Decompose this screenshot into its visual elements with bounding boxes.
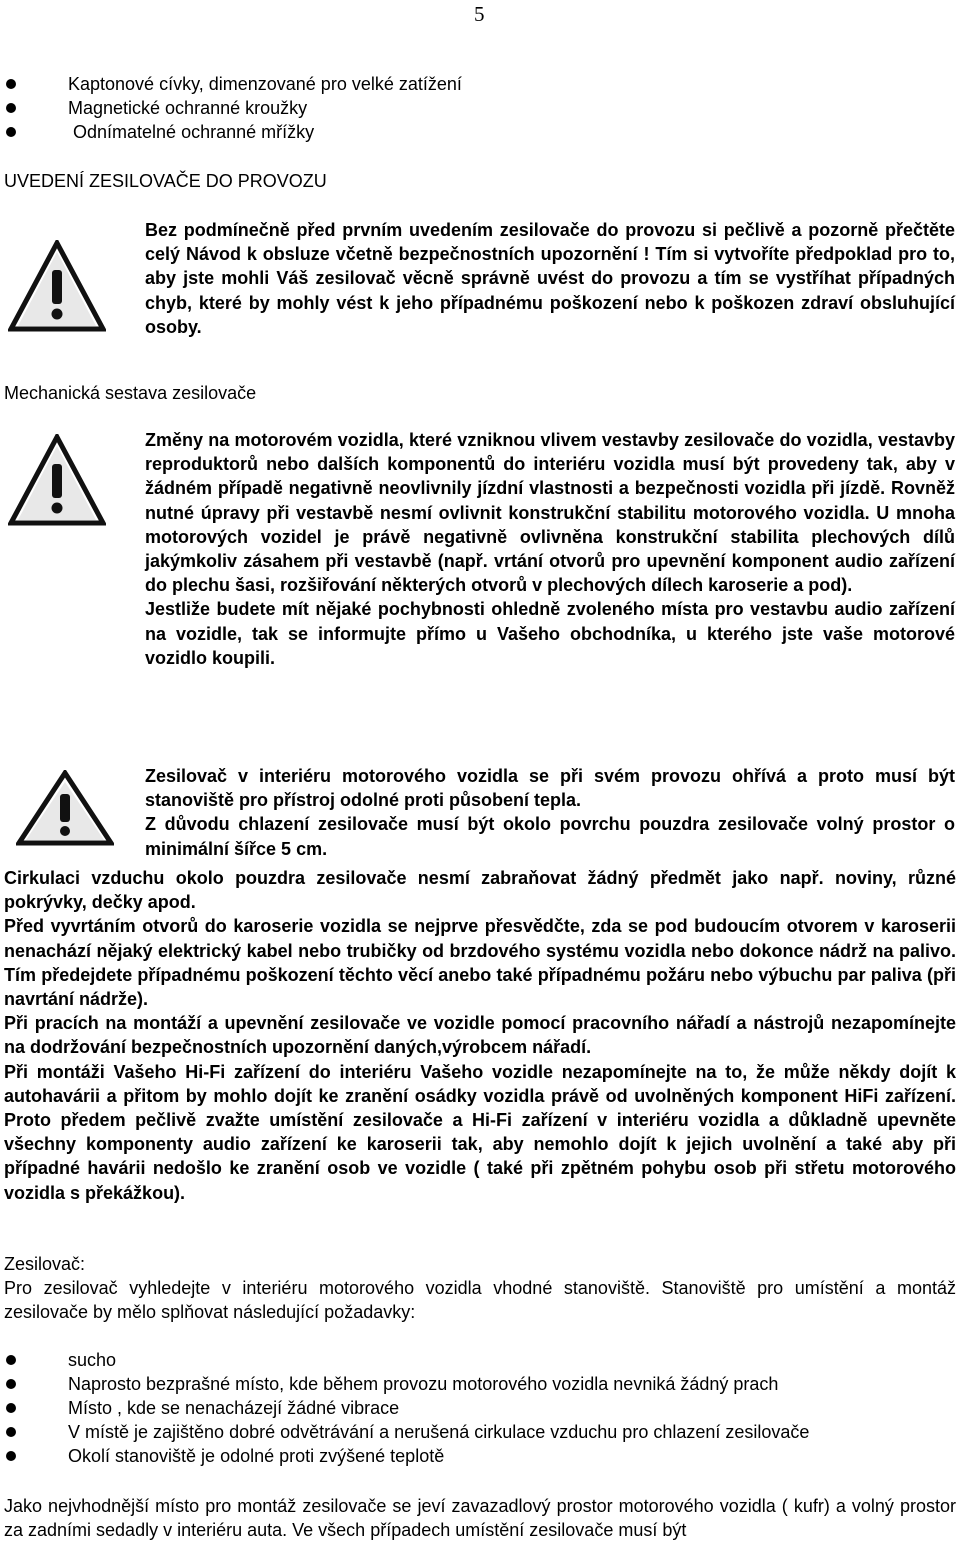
list-item <box>0 120 960 144</box>
section-heading: Zesilovač: <box>4 1254 86 1274</box>
paragraph: Cirkulaci vzduchu okolo pouzdra zesilovače nesmí zabraňovat žádný předmět jako např. noviny, různé pokrývky, dečky apod. <box>4 868 956 913</box>
paragraph: Při pracích na montáží a upevnění zesilovače ve vozidle pomocí pracovního nářadí a nástrojů nezapomínejte na dodržování bezpečnostních upozornění daných,výrobcem nářadí. <box>4 1013 956 1058</box>
warning-triangle-icon <box>8 434 106 526</box>
list-item-text: V místě je zajištěno dobré odvětrávání a nerušená cirkulace vzduchu pro chlazení zesilovače <box>68 1422 810 1442</box>
heat-warning-text <box>145 764 955 861</box>
list-item <box>0 96 960 120</box>
bullet-icon <box>6 127 16 137</box>
paragraph: Z důvodu chlazení zesilovače musí být okolo povrchu pouzdra zesilovače volný prostor o minimální šířce 5 cm. <box>145 814 955 859</box>
bullet-icon <box>6 1355 16 1365</box>
bullet-icon <box>6 1379 16 1389</box>
closing-paragraph: Jako nejvhodnější místo pro montáž zesilovače se jeví zavazadlový prostor motorového vozidla ( kufr) a volný prostor za zadními sedadly v interiéru auta. Ve všech případech umístění zesilovače musí být <box>4 1496 956 1541</box>
list-item <box>0 1396 960 1420</box>
intro-paragraph: Pro zesilovač vyhledejte v interiéru motorového vozidla vhodné stanoviště. Stanoviště pro umístění a montáž zesilovače by mělo splňovat následující požadavky: <box>4 1278 956 1323</box>
paragraph: Před vyvrtáním otvorů do karoserie vozidla se nejprve přesvědčte, zda se pod budoucím otvorem v karoserii nenachází nějaký elektrický kabel nebo trubičky od brzdového systému vozidla nebo dokonce nádrž na palivo. Tím předejdete případnému poškození těchto věcí anebo také případnému požáru nebo výbuchu par paliva (při navrtání nádrže). <box>4 916 956 1010</box>
list-item <box>0 1420 960 1444</box>
bullet-icon <box>6 1403 16 1413</box>
list-item-text: Okolí stanoviště je odolné proti zvýšené teplotě <box>68 1446 445 1466</box>
bullet-icon <box>6 103 16 113</box>
section-heading: Mechanická sestava zesilovače <box>4 383 257 403</box>
warning-triangle-icon <box>8 240 106 332</box>
bullet-icon <box>6 79 16 89</box>
warning-triangle-icon <box>16 770 114 846</box>
list-item-text: Kaptonové cívky, dimenzované pro velké zatížení <box>68 74 462 94</box>
section-heading: UVEDENÍ ZESILOVAČE DO PROVOZU <box>4 171 327 191</box>
list-item <box>0 72 960 96</box>
list-item-text: Naprosto bezprašné místo, kde během provozu motorového vozidla nevniká žádný prach <box>68 1374 779 1394</box>
paragraph: Změny na motorovém vozidla, které vzniknou vlivem vestavby zesilovače do vozidla, vestavby reproduktorů nebo dalších komponentů do interiéru vozidla musí být provedeny tak, aby v žádném případě negativně neovlivnily jízdní vlastnosti a bezpečnosti vozidla při jízdě. Rovněž nutné úpravy při vestavbě nesmí ovlivnit konstrukční stabilitu motorového vozidla. U mnoha motorových vozidel je právě negativně ovlivněna konstrukční stabilita plechových dílů jakýmkoliv zásahem při vestavbě (např. vrtání otvorů pro upevnění komponent audio zařízení do plechu šasi, rozšiřování některých otvorů v plechových dílech karoserie a pod). <box>145 430 955 596</box>
bullet-icon <box>6 1451 16 1461</box>
warning-paragraph: Bez podmínečně před prvním uvedením zesilovače do provozu si pečlivě a pozorně přečtěte celý Návod k obsluze včetně bezpečnostních upozornění ! Tím si vytvoříte předpoklad pro to, aby jste mohli Váš zesilovač věcně správně uvést do provozu a tím se vystříhat případných chyb, které by mohly vést k jeho případnému poškození nebo k poškozen zdraví obsluhující osoby. <box>145 220 955 337</box>
list-item-text: Místo , kde se nenacházejí žádné vibrace <box>68 1398 400 1418</box>
paragraph: Jestliže budete mít nějaké pochybnosti ohledně zvoleného místa pro vestavbu audio zařízení na vozidle, tak se informujte přímo u Vašeho obchodníka, u kterého jste vaše motorové vozidlo koupili. <box>145 599 955 668</box>
installation-text <box>4 866 956 1205</box>
page-number: 5 <box>474 2 485 26</box>
mechanical-text <box>145 428 955 670</box>
paragraph: Zesilovač v interiéru motorového vozidla se při svém provozu ohřívá a proto musí být stanoviště pro přístroj odolné proti působení tepla. <box>145 766 955 811</box>
list-item-text: Odnímatelné ochranné mřížky <box>68 122 315 142</box>
paragraph: Při montáži Vašeho Hi-Fi zařízení do interiéru Vašeho vozidle nezapomínejte na to, že může někdy dojít k autohavárii a přitom by mohlo dojít ke zranění osádky vozidla právě od uvolněných komponent HiFi zařízení. Proto předem pečlivě zvažte umístění zesilovače a Hi-Fi zařízení v interiéru vozidla a důkladně upevněte všechny komponenty audio zařízení ke karoserii tak, aby nemohlo dojít k jejich uvolnění a také aby při případné havárii nedošlo ke zranění osob ve vozidle ( také při zpětném pohybu osob při střetu motorového vozidla s překážkou). <box>4 1061 956 1203</box>
list-item-text: Magnetické ochranné kroužky <box>68 98 308 118</box>
requirements-list <box>0 1348 960 1468</box>
list-item <box>0 1444 960 1468</box>
bullet-icon <box>6 1427 16 1437</box>
list-item-text: sucho <box>68 1350 117 1370</box>
list-item <box>0 1372 960 1396</box>
list-item <box>0 1348 960 1372</box>
feature-list <box>0 72 960 144</box>
